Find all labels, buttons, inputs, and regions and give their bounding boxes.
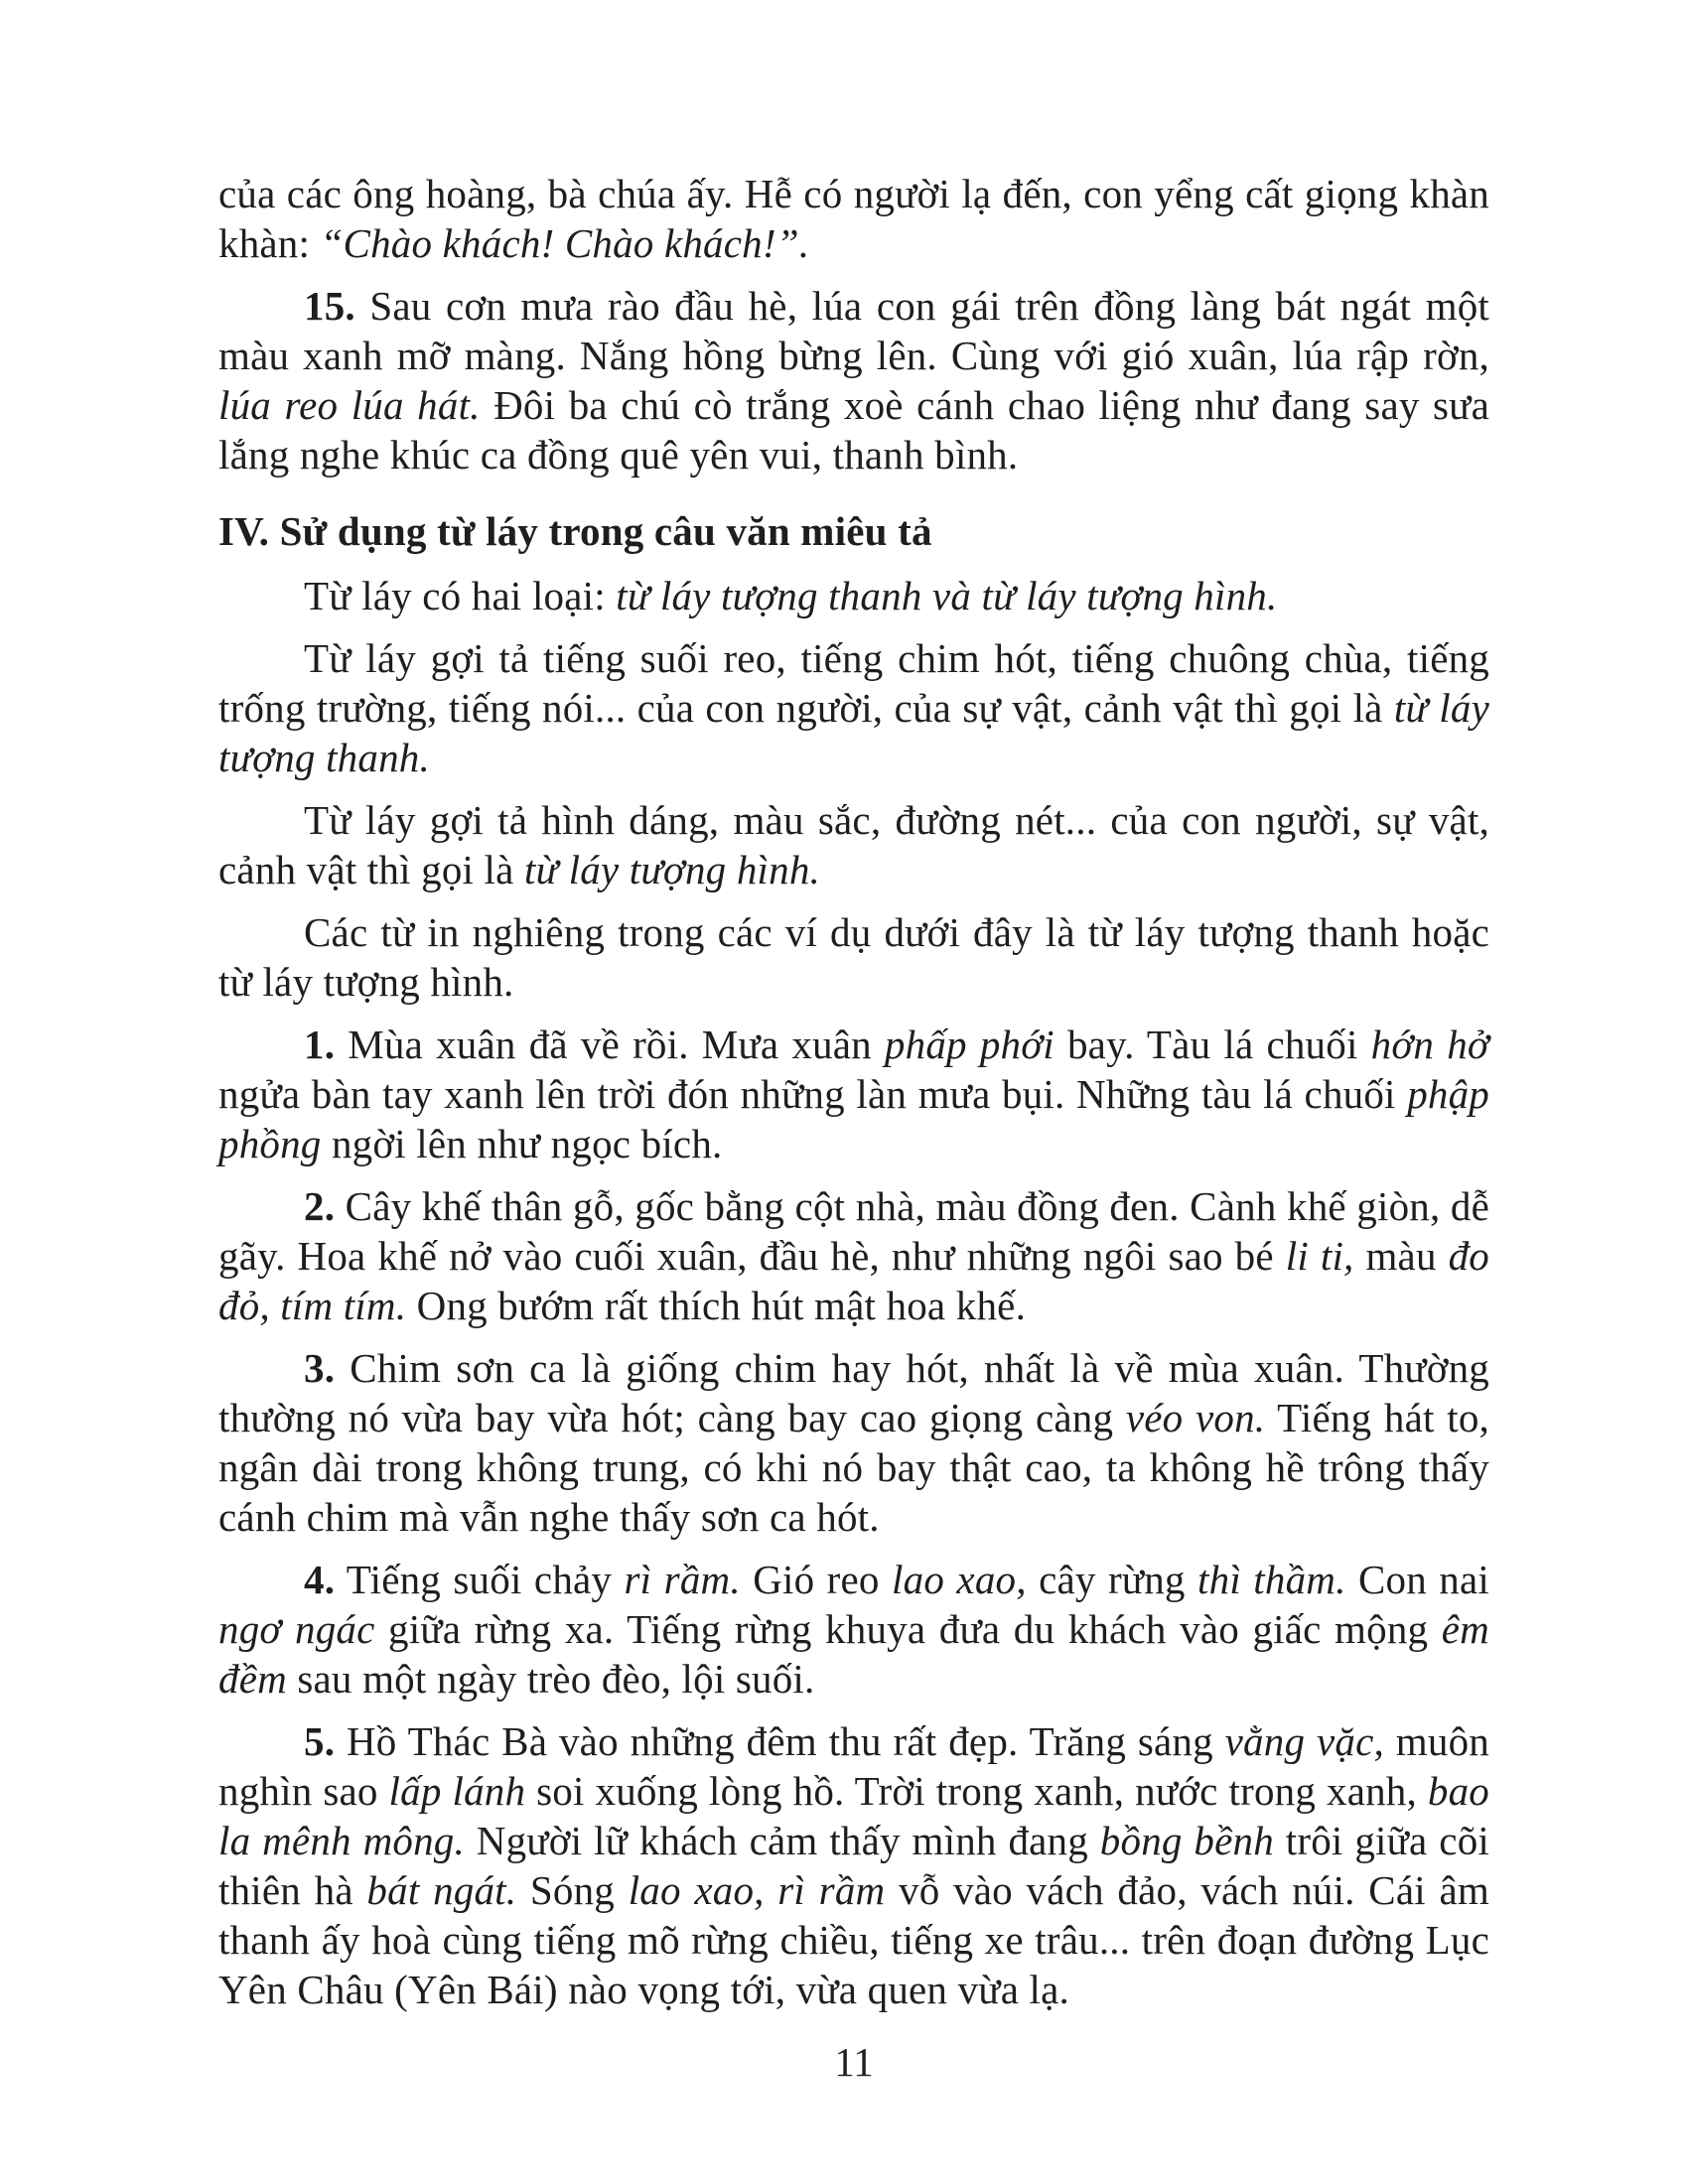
text-run-italic: từ láy tượng thanh và từ láy tượng hình. bbox=[616, 573, 1278, 618]
text-run: giữa rừng xa. Tiếng rừng khuya đưa du khách vào giấc mộng bbox=[374, 1606, 1442, 1652]
text-run: Sau cơn mưa rào đầu hè, lúa con gái trên đồng làng bát ngát một màu xanh mỡ màng. Nắng hồng bừng lên. Cùng với gió xuân, lúa rập rờn, bbox=[218, 283, 1489, 378]
text-run-italic: li ti, bbox=[1285, 1233, 1354, 1279]
paragraph bbox=[218, 1555, 1489, 1704]
text-run: Người lữ khách cảm thấy mình đang bbox=[464, 1818, 1100, 1863]
text-run-italic: đo đỏ, tím tím. bbox=[218, 1233, 1489, 1328]
text-run: soi xuống lòng hồ. Trời trong xanh, nước trong xanh, bbox=[525, 1768, 1428, 1814]
text-run-italic: phấp phới bbox=[884, 1022, 1055, 1067]
paragraph bbox=[218, 1181, 1489, 1330]
text-run-italic: hớn hở bbox=[1370, 1022, 1489, 1067]
text-run: Đôi ba chú cò trắng xoè cánh chao liệng như đang say sưa lắng nghe khúc ca đồng quê yên vui, thanh bình. bbox=[218, 382, 1489, 478]
text-run-bold: IV. Sử dụng từ láy trong câu văn miêu tả bbox=[218, 508, 932, 554]
text-run: sau một ngày trèo đèo, lội suối. bbox=[286, 1656, 815, 1702]
text-run-italic: phập phồng bbox=[218, 1071, 1489, 1166]
paragraph bbox=[218, 1020, 1489, 1168]
text-run-bold: 4. bbox=[304, 1557, 336, 1602]
text-run: cây rừng bbox=[1026, 1557, 1198, 1602]
text-run: Từ láy có hai loại: bbox=[304, 573, 617, 618]
text-run-italic: “Chào khách! Chào khách!”. bbox=[320, 220, 810, 266]
text-run: của các ông hoàng, bà chúa ấy. Hễ có người lạ đến, con yểng cất giọng khàn khàn: bbox=[218, 171, 1489, 266]
text-run-italic: êm đềm bbox=[218, 1606, 1489, 1702]
text-run: vỗ vào vách đảo, vách núi. Cái âm thanh ấy hoà cùng tiếng mõ rừng chiều, tiếng xe trâu... trên đoạn đường Lục Yên Châu (Yên Bái) nào vọng tới, vừa quen vừa lạ. bbox=[218, 1867, 1489, 2012]
paragraph bbox=[218, 169, 1489, 268]
text-run: Chim sơn ca là giống chim hay hót, nhất là về mùa xuân. Thường thường nó vừa bay vừa hót; càng bay cao giọng càng bbox=[218, 1345, 1489, 1440]
text-run: ngời lên như ngọc bích. bbox=[321, 1121, 723, 1166]
text-run-italic: thì thầm. bbox=[1197, 1557, 1346, 1602]
text-run: muôn nghìn sao bbox=[218, 1718, 1489, 1814]
text-run: Tiếng hát to, ngân dài trong không trung, có khi nó bay thật cao, ta không hề trông thấy cánh chim mà vẫn nghe thấy sơn ca hót. bbox=[218, 1395, 1489, 1540]
text-run: Tiếng suối chảy bbox=[335, 1557, 625, 1602]
text-run: Con nai bbox=[1345, 1557, 1489, 1602]
text-run: màu bbox=[1353, 1233, 1449, 1279]
document-body bbox=[218, 169, 1489, 2027]
text-run: Sóng bbox=[516, 1867, 629, 1913]
paragraph bbox=[218, 281, 1489, 479]
text-run: Các từ in nghiêng trong các ví dụ dưới đây là từ láy tượng thanh hoặc từ láy tượng hình. bbox=[218, 909, 1489, 1005]
text-run-bold: 5. bbox=[304, 1718, 336, 1764]
text-run-italic: bồng bềnh bbox=[1099, 1818, 1274, 1863]
page-number: 11 bbox=[834, 2039, 874, 2085]
text-run-italic: bát ngát. bbox=[366, 1867, 517, 1913]
text-run-italic: lao xao, bbox=[892, 1557, 1027, 1602]
text-run: Gió reo bbox=[740, 1557, 893, 1602]
text-run-italic: từ láy tượng thanh. bbox=[218, 685, 1489, 780]
paragraph bbox=[218, 795, 1489, 894]
text-run: trôi giữa cõi thiên hà bbox=[218, 1818, 1489, 1913]
text-run-bold: 2. bbox=[304, 1183, 336, 1229]
text-run-italic: vằng vặc, bbox=[1224, 1718, 1384, 1764]
text-run: Cây khế thân gỗ, gốc bằng cột nhà, màu đồng đen. Cành khế giòn, dễ gãy. Hoa khế nở vào cuối xuân, đầu hè, như những ngôi sao bé bbox=[218, 1183, 1489, 1279]
text-run-bold: 3. bbox=[304, 1345, 336, 1391]
paragraph bbox=[218, 1716, 1489, 2014]
text-run: bay. Tàu lá chuối bbox=[1054, 1022, 1371, 1067]
text-run-italic: véo von. bbox=[1125, 1395, 1266, 1440]
text-run-italic: lao xao, rì rầm bbox=[628, 1867, 886, 1913]
text-run-bold: 15. bbox=[304, 283, 355, 329]
text-run-bold: 1. bbox=[304, 1022, 336, 1067]
text-run: Ong bướm rất thích hút mật hoa khế. bbox=[406, 1283, 1027, 1328]
text-run-italic: bao la mênh mông. bbox=[218, 1768, 1489, 1863]
text-run-italic: từ láy tượng hình. bbox=[524, 847, 820, 892]
text-run-italic: lúa reo lúa hát. bbox=[218, 382, 481, 428]
text-run: ngửa bàn tay xanh lên trời đón những làn mưa bụi. Những tàu lá chuối bbox=[218, 1071, 1408, 1117]
paragraph bbox=[218, 1343, 1489, 1542]
paragraph bbox=[218, 633, 1489, 782]
text-run: Mùa xuân đã về rồi. Mưa xuân bbox=[335, 1022, 885, 1067]
text-run: Từ láy gợi tả hình dáng, màu sắc, đường nét... của con người, sự vật, cảnh vật thì gọi là bbox=[218, 797, 1489, 892]
section-heading bbox=[218, 506, 1489, 556]
text-run: Hồ Thác Bà vào những đêm thu rất đẹp. Trăng sáng bbox=[335, 1718, 1225, 1764]
text-run-italic: rì rầm. bbox=[624, 1557, 741, 1602]
paragraph bbox=[218, 571, 1489, 620]
text-run-italic: ngơ ngác bbox=[218, 1606, 375, 1652]
text-run: Từ láy gợi tả tiếng suối reo, tiếng chim hót, tiếng chuông chùa, tiếng trống trường, tiếng nói... của con người, của sự vật, cảnh vật thì gọi là bbox=[218, 635, 1489, 731]
paragraph bbox=[218, 907, 1489, 1007]
text-run-italic: lấp lánh bbox=[388, 1768, 526, 1814]
